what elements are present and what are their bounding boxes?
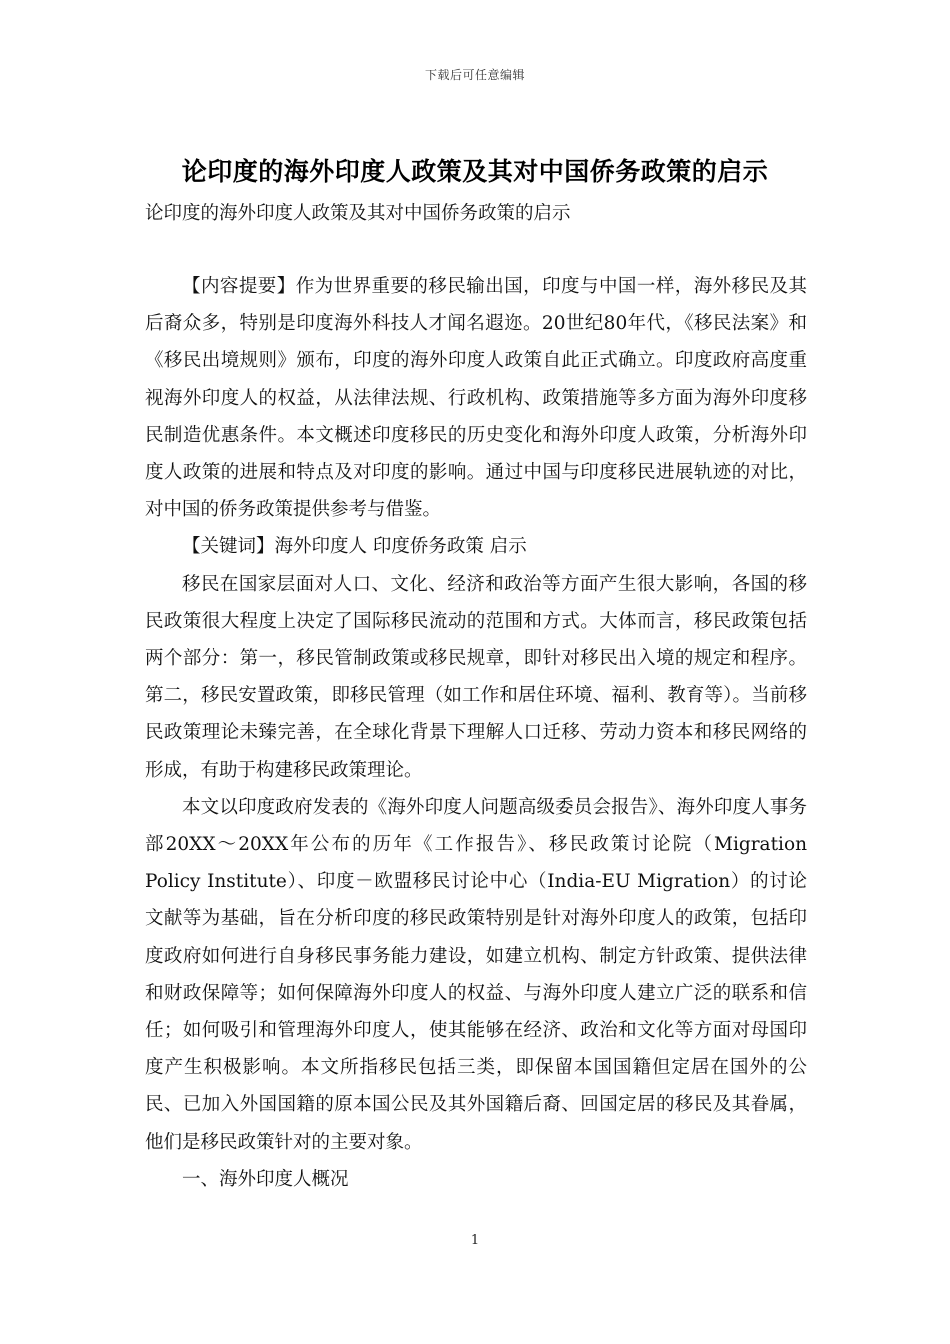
document-body [145, 268, 807, 1198]
document-subtitle: 论印度的海外印度人政策及其对中国侨务政策的启示 [145, 203, 571, 224]
keywords-paragraph: 【关键词】海外印度人 印度侨务政策 启示 [182, 536, 527, 558]
body-paragraph: 移民在国家层面对人口、文化、经济和政治等方面产生很大影响，各国的移民政策很大程度上决定了国际移民流动的范围和方式。大体而言，移民政策包括两个部分：第一，移民管制政策或移民规章，即针对移民出入境的规定和程序。第二，移民安置政策，即移民管理（如工作和居住环境、福利、教育等）。当前移民政策理论未臻完善，在全球化背景下理解人口迁移、劳动力资本和移民网络的形成，有助于构建移民政策理论。 [145, 573, 807, 781]
header-note: 下载后可任意编辑 [424, 68, 525, 82]
page-number: 1 [470, 1233, 480, 1248]
document-title: 论印度的海外印度人政策及其对中国侨务政策的启示 [181, 157, 769, 186]
abstract-paragraph: 【内容提要】作为世界重要的移民输出国，印度与中国一样，海外移民及其后裔众多，特别是印度海外科技人才闻名遐迩。20世纪80年代，《移民法案》和《移民出境规则》颁布，印度的海外印度人政策自此正式确立。印度政府高度重视海外印度人的权益，从法律法规、行政机构、政策措施等多方面为海外印度移民制造优惠条件。本文概述印度移民的历史变化和海外印度人政策，分析海外印度人政策的进展和特点及对印度的影响。通过中国与印度移民进展轨迹的对比，对中国的侨务政策提供参考与借鉴。 [145, 276, 807, 521]
body-paragraph: 本文以印度政府发表的《海外印度人问题高级委员会报告》、海外印度人事务部20XX～20XX年公布的历年《工作报告》、移民政策讨论院（Migration Policy Institute）、印度－欧盟移民讨论中心（India-EU Migration）的讨论文献等为基础，旨在分析印度的移民政策特别是针对海外印度人的政策，包括印度政府如何进行自身移民事务能力建设，如建立机构、制定方针政策、提供法律和财政保障等；如何保障海外印度人的权益、与海外印度人建立广泛的联系和信任；如何吸引和管理海外印度人，使其能够在经济、政治和文化等方面对母国印度产生积极影响。本文所指移民包括三类，即保留本国国籍但定居在国外的公民、已加入外国国籍的原本国公民及其外国籍后裔、回国定居的移民及其眷属，他们是移民政策针对的主要对象。 [145, 796, 807, 1153]
section-heading: 一、海外印度人概况 [182, 1168, 349, 1190]
